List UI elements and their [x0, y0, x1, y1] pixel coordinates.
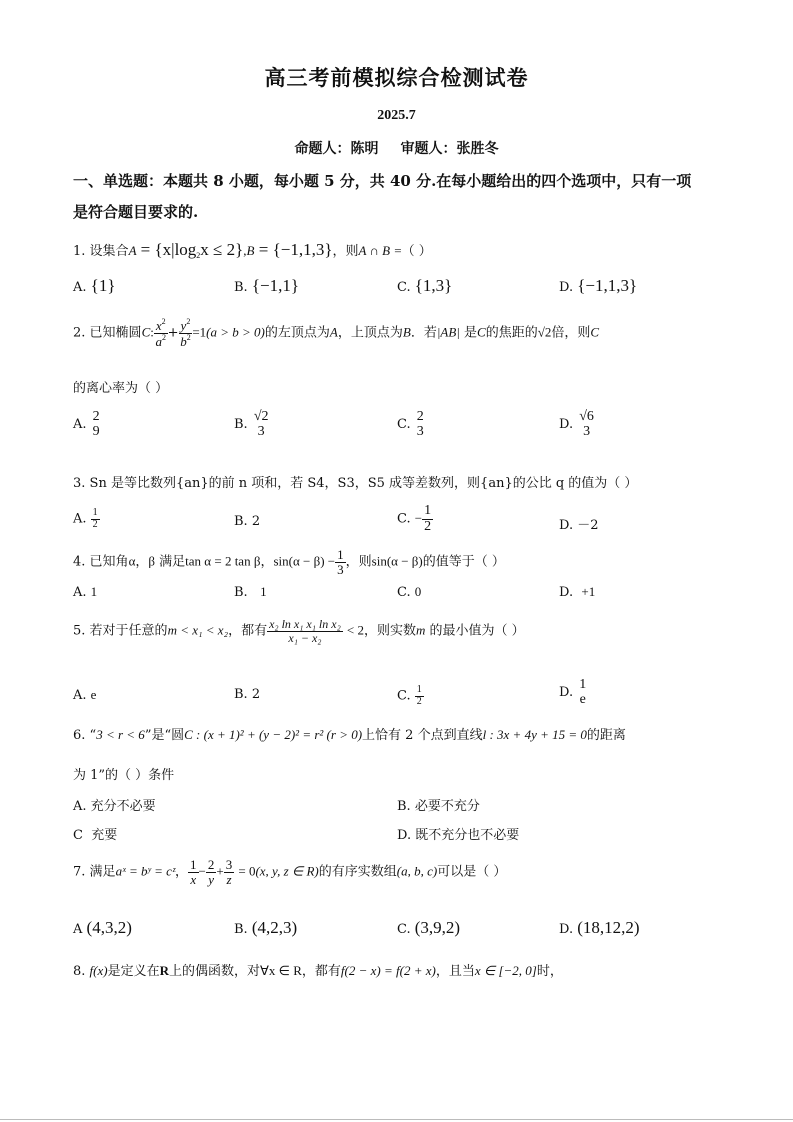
q4-option-a[interactable]: A. 1	[73, 584, 98, 600]
q7-option-a[interactable]: A (4,3,2)	[73, 918, 132, 937]
q2-option-d[interactable]: D. √6 3	[559, 409, 594, 439]
q3-option-c[interactable]: C. − $\frac{1}{2}$	[397, 503, 432, 534]
q5-option-c[interactable]: C. $\frac{1}{2}$	[397, 684, 422, 707]
page-bottom-rule	[0, 1119, 793, 1120]
q4-option-c[interactable]: C. 0	[397, 584, 422, 600]
question-6: 6. “3 < r < 6”是“圆C : (x + 1)² + (y − 2)² = r² (r > 0)上恰有 2 个点到直线l : 3x + 4y + 15 = 0的距离	[73, 727, 626, 743]
q3-option-a[interactable]: A. $\frac{1}{2}$	[73, 507, 98, 530]
question-2-cont: 的离心率为（ ）	[73, 381, 169, 396]
q5-option-a[interactable]: A. e	[73, 687, 97, 703]
exam-date: 2025.7	[377, 108, 416, 123]
q6-option-a[interactable]: A. 充分不必要	[73, 799, 156, 814]
question-1: 1. 设集合$A = \{x|\log_2x \le 2\},B = \{-1,1,3\}$，则A ∩ B =（ ）	[73, 240, 432, 260]
q4-option-b[interactable]: B. 1	[234, 584, 267, 600]
q1-option-d[interactable]: D. {−1,1,3}	[559, 276, 638, 295]
section-heading-cont: 是符合题目要求的.	[73, 203, 199, 221]
question-2: 2. 已知椭圆C: $\frac{x^2}{a^2}$ + $\frac{y^2}{b^2}$ =1(a > b > 0)的左顶点为A，上顶点为B．若|AB| 是C的焦距的√2倍，则C	[73, 317, 600, 349]
q6-option-b[interactable]: B. 必要不充分	[397, 799, 480, 814]
q1-option-b[interactable]: B. {−1,1}	[234, 276, 299, 295]
page-title: 高三考前模拟综合检测试卷	[264, 65, 529, 90]
q7-option-c[interactable]: C. (3,9,2)	[397, 918, 461, 937]
q5-option-b[interactable]: B. 2	[234, 687, 261, 702]
q6-option-c[interactable]: C 充要	[73, 828, 118, 843]
q1-option-a[interactable]: A. {1}	[73, 276, 116, 295]
q1-option-c[interactable]: C. {1,3}	[397, 276, 453, 295]
q3-option-d[interactable]: D. －2	[559, 518, 599, 533]
question-4: 4. 已知角α，β 满足tan α = 2 tan β，sin(α − β) − $\frac{1}{3}$ ，则sin(α − β)的值等于（ ）	[73, 547, 505, 577]
q7-option-b[interactable]: B. (4,2,3)	[234, 918, 298, 937]
q7-option-d[interactable]: D. (18,12,2)	[559, 918, 640, 937]
question-7: 7. 满足aˣ = bʸ = cᶻ， $\frac{1}{x}$ − $\frac{2}{y}$ + $\frac{3}{z}$ = 0(x, y, z ∈ R)的有序实数组(a, b, c)可以是（ ）	[73, 857, 507, 887]
question-8: 8. f(x)是定义在R上的偶函数，对∀x ∈ R，都有f(2 − x) = f(2 + x)，且当x ∈ [−2, 0]时，	[73, 963, 563, 979]
q3-option-b[interactable]: B. 2	[234, 514, 261, 529]
exam-authors	[0, 138, 793, 158]
q5-option-d[interactable]: D. 1 e	[559, 677, 587, 707]
q6-option-d[interactable]: D. 既不充分也不必要	[397, 828, 520, 843]
q2-option-c[interactable]: C. 2 3	[397, 409, 424, 439]
reviewer: 审题人：张胜冬	[400, 141, 499, 157]
setter: 命题人：陈明	[294, 141, 379, 157]
question-5: 5. 若对于任意的m < x₁ < x₂，都有 $\frac{\text{x₂ ln x₁ x₁ ln x₂}}{\text{x₁ − x₂}}$ < 2，则实数m 的最小值为（ ）	[73, 617, 525, 645]
question-3: 3. Sn 是等比数列{an}的前 n 项和，若 S4，S3，S5 成等差数列，则{an}的公比 q 的值为（ ）	[73, 476, 638, 491]
section-heading: 一、单选题：本题共 8 小题，每小题 5 分，共 40 分.在每小题给出的四个选项中，只有一项	[73, 172, 692, 190]
q2-option-b[interactable]: B. √2 3	[234, 409, 269, 439]
q4-option-d[interactable]: D. +1	[559, 584, 596, 600]
q2-option-a[interactable]: A. 2 9	[73, 409, 100, 439]
question-6-cont: 为 1”的（ ）条件	[73, 768, 175, 783]
